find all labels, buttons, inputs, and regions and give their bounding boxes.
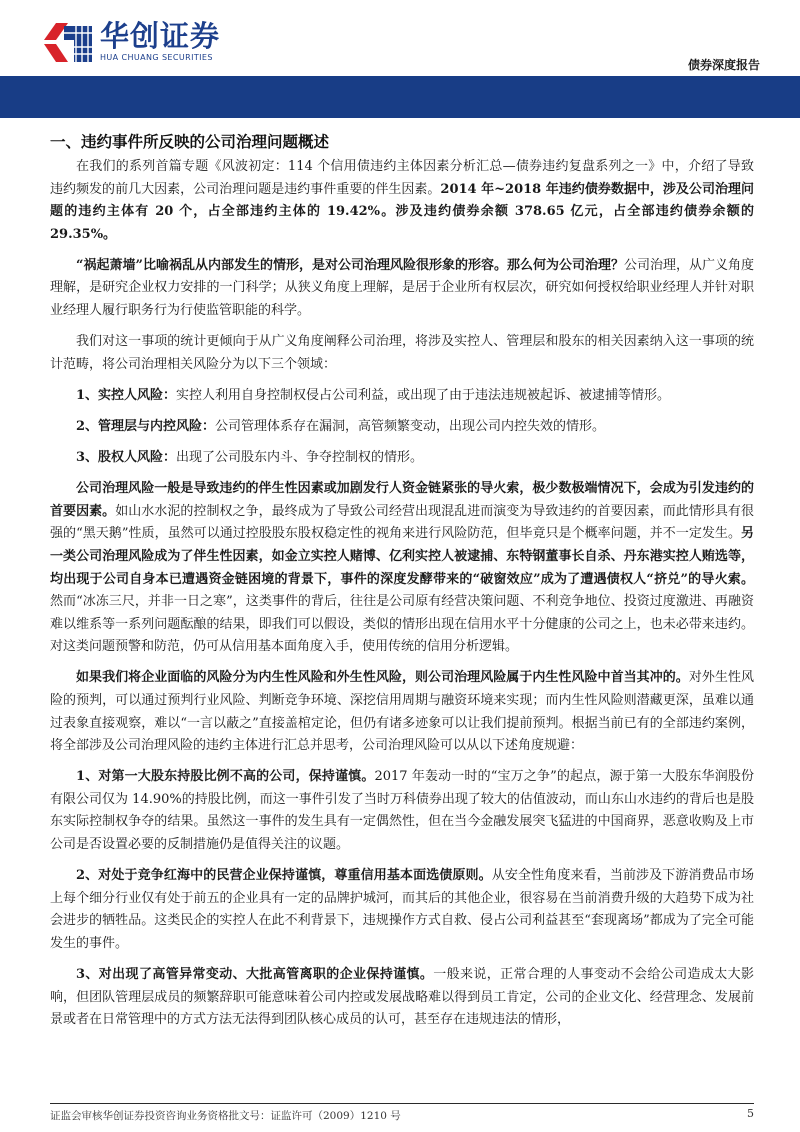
page-header — [0, 0, 800, 76]
text-run: 实控人利用自身控制权侵占公司利益，或出现了由于违法违规被起诉、被逮捕等情形。 — [176, 387, 671, 403]
bold-text-run: 如果我们将企业面临的风险分为内生性风险和外生性风险，则公司治理风险属于内生性风险中首当其冲的。 — [76, 670, 689, 686]
bold-text-run: 2、对处于竞争红海中的民营企业保持谨慎，尊重信用基本面选债原则。 — [76, 868, 492, 884]
page-number: 5 — [747, 1107, 754, 1120]
brand-name-en: HUA CHUANG SECURITIES — [100, 53, 213, 62]
body-paragraph — [50, 766, 754, 856]
header-band — [0, 76, 800, 118]
text-run: 对外生性风险的预判，可以通过预判行业风险、判断竞争环境、深挖信用周期与融资环境来实现；而内生性风险则潜藏更深，虽难以通过表象直接观察，难以“一言以蔽之”直接盖棺定论，但仍有诸多迹象可以让我们提前预判。根据当前已有的全部违约案例，将全部涉及公司治理风险的违约主体进行汇总并思考，公司治理风险可以从以下述角度规避： — [50, 670, 754, 754]
body-paragraph — [50, 667, 754, 757]
bold-text-run: “祸起萧墙”比喻祸乱从内部发生的情形，是对公司治理风险很形象的形容。那么何为公司治理？ — [76, 257, 624, 273]
bold-text-run: 1、实控人风险： — [76, 387, 177, 403]
body-paragraph — [50, 865, 754, 955]
bold-text-run: 2、管理层与内控风险： — [76, 418, 216, 434]
hua-chuang-logo-icon — [40, 18, 96, 66]
section-title: 一、违约事件所反映的公司治理问题概述 — [50, 132, 330, 151]
body-paragraph — [50, 331, 754, 376]
bold-text-run: 公司治理风险一般是导致违约的伴生性因素或加剧发行人资金链紧张的导火索，极少数极端情况下，会成为引发违约的首要因素。 — [50, 481, 754, 519]
text-run: 如山水水泥的控制权之争，最终成为了导致公司经营出现混乱进而演变为导致违约的首要因素，而此情形具有很强的“黑天鹅”性质，虽然可以通过控股股东股权稳定性的视角来进行风险防范，但毕竟只是个概率问题，并不一定发生。 — [50, 503, 754, 542]
body-paragraph — [50, 964, 754, 1032]
footer-divider — [50, 1103, 754, 1104]
text-run: 从安全性角度来看，当前涉及下游消费品市场上每个细分行业仅有处于前五的企业具有一定的品牌护城河，而其后的其他企业，很容易在当前消费升级的大趋势下成为社会进步的牺牲品。这类民企的实控人在此不利背景下，违规操作方式自救、侵占公司利益甚至“套现离场”都成为了完全可能发生的事件。 — [50, 868, 754, 951]
bold-text-run: 另一类公司治理风险成为了伴生性因素，如金立实控人赌博、亿利实控人被逮捕、东特钢董事长自杀、丹东港实控人贿选等，均出现于公司自身本已遭遇资金链困境的背景下，事件的深度发酵带来的“破窗效应”成为了遭遇债权人“挤兑”的导火索。 — [50, 526, 754, 587]
body-paragraph — [50, 478, 754, 659]
body-paragraph — [50, 385, 754, 408]
body-content — [50, 156, 754, 1040]
text-run: 一般来说，正常合理的人事变动不会给公司造成太大影响，但团队管理层成员的频繁辞职可能意味着公司内控或发展战略难以得到员工肯定，公司的企业文化、经营理念、发展前景或者在日常管理中的方式方法无法得到团队核心成员的认可，甚至存在违规违法的情形， — [50, 967, 754, 1028]
text-run: 公司治理，从广义角度理解，是研究企业权力安排的一门科学；从狭义角度上理解，是居于企业所有权层次，研究如何授权给职业经理人并针对职业经理人履行职务行为行使监管职能的科学。 — [50, 257, 754, 319]
bold-text-run: 3、股权人风险： — [76, 450, 177, 466]
body-paragraph — [50, 447, 754, 470]
text-run: 我们对这一事项的统计更倾向于从广义角度阐释公司治理，将涉及实控人、管理层和股东的相关因素纳入这一事项的统计范畴，将公司治理相关风险分为以下三个领域： — [50, 334, 754, 372]
body-paragraph — [50, 255, 754, 323]
bold-text-run: 3、对出现了高管异常变动、大批高管离职的企业保持谨慎。 — [76, 967, 434, 982]
brand-name-cn: 华创证券 — [100, 19, 221, 53]
text-run: 然而“冰冻三尺，并非一日之寒”，这类事件的背后，往往是公司原有经营决策问题、不利竞争地位、投资过度激进、再融资难以维系等一系列问题酝酿的结果，即我们可以假设，类似的情形出现在信用水平十分健康的公司之上，也未必带来违约。对这类问题预警和防范，仍可从信用基本面角度入手，使用传统的信用分析逻辑。 — [50, 594, 754, 655]
brand-block — [100, 20, 220, 62]
footer-license: 证监会审核华创证券投资咨询业务资格批文号：证监许可（2009）1210 号 — [50, 1110, 401, 1122]
report-type-label: 债券深度报告 — [687, 58, 760, 72]
text-run: 在我们的系列首篇专题《风波初定：114 个信用债违约主体因素分析汇总—债券违约复盘系列之一》中，介绍了导致违约频发的前几大因素，公司治理问题是违约事件重要的伴生因素。 — [50, 159, 754, 197]
body-paragraph — [50, 156, 754, 246]
text-run: 2017 年轰动一时的“宝万之争”的起点，源于第一大股东华润股份有限公司仅为 14.90%的持股比例，而这一事件引发了当时万科债券出现了较大的估值波动，而山东山水违约的背后也是股东实际控制权争夺的结果。虽然这一事件的发生具有一定偶然性，但在当今金融发展突飞猛进的中国商界，恶意收购及上市公司是否设置必要的反制措施仍是值得关注的议题。 — [50, 769, 754, 853]
body-paragraph — [50, 416, 754, 439]
bold-text-run: 1、对第一大股东持股比例不高的公司，保持谨慎。 — [76, 769, 375, 785]
bold-text-run: 2014 年~2018 年违约债券数据中，涉及公司治理问题的违约主体有 20 个，占全部违约主体的 19.42%。涉及违约债券余额 378.65 亿元，占全部违约债券余额的 29.35%。 — [50, 181, 754, 242]
text-run: 出现了公司股东内斗、争夺控制权的情形。 — [176, 450, 424, 466]
text-run: 公司管理体系存在漏洞，高管频繁变动，出现公司内控失效的情形。 — [215, 418, 606, 434]
